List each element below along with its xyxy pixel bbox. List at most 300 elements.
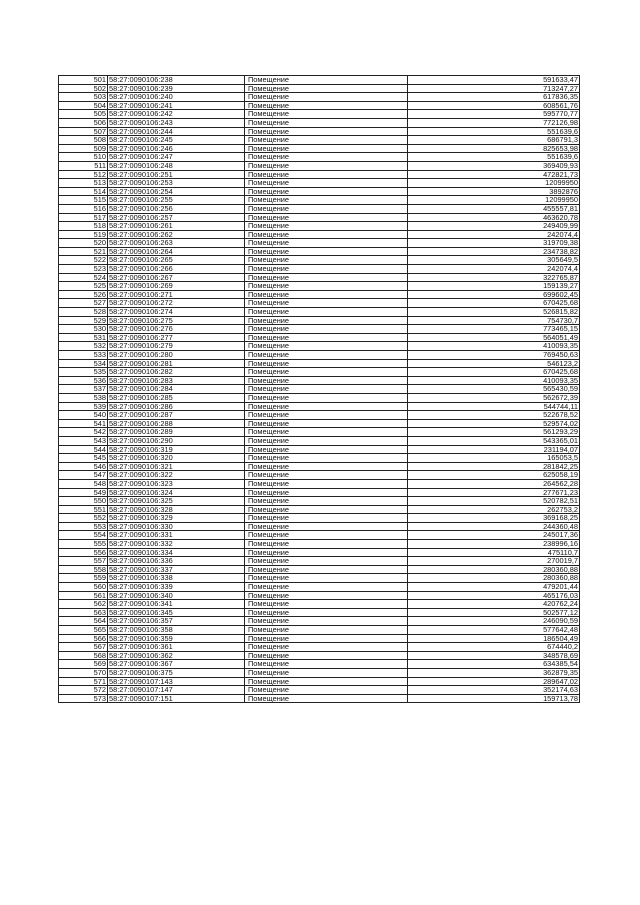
- table-row: [59, 557, 580, 566]
- cadastral-number: 58:27:0090106:271: [108, 290, 245, 299]
- cadastral-value: 270019,7: [408, 557, 580, 566]
- cadastral-number: 58:27:0090106:266: [108, 265, 245, 274]
- cadastral-value: 520782,51: [408, 497, 580, 506]
- table-row: [59, 333, 580, 342]
- cadastral-number: 58:27:0090106:358: [108, 626, 245, 635]
- table-row: [59, 230, 580, 239]
- object-type: Помещение: [245, 342, 408, 351]
- row-number: 502: [59, 84, 108, 93]
- document-page: [58, 75, 579, 703]
- row-number: 516: [59, 204, 108, 213]
- cadastral-value: 455557,81: [408, 204, 580, 213]
- cadastral-value: 772126,98: [408, 118, 580, 127]
- object-type: Помещение: [245, 514, 408, 523]
- cadastral-value: 551639,6: [408, 127, 580, 136]
- cadastral-value-table: [58, 75, 580, 703]
- cadastral-number: 58:27:0090107:147: [108, 686, 245, 695]
- row-number: 524: [59, 273, 108, 282]
- table-row: [59, 617, 580, 626]
- object-type: Помещение: [245, 471, 408, 480]
- cadastral-number: 58:27:0090106:330: [108, 522, 245, 531]
- cadastral-number: 58:27:0090106:240: [108, 93, 245, 102]
- table-row: [59, 325, 580, 334]
- table-row: [59, 626, 580, 635]
- row-number: 501: [59, 76, 108, 85]
- cadastral-number: 58:27:0090106:276: [108, 325, 245, 334]
- table-row: [59, 118, 580, 127]
- table-row: [59, 686, 580, 695]
- object-type: Помещение: [245, 76, 408, 85]
- table-row: [59, 187, 580, 196]
- cadastral-value: 186504,49: [408, 634, 580, 643]
- row-number: 538: [59, 393, 108, 402]
- table-row: [59, 308, 580, 317]
- row-number: 508: [59, 136, 108, 145]
- object-type: Помещение: [245, 239, 408, 248]
- table-row: [59, 479, 580, 488]
- row-number: 535: [59, 368, 108, 377]
- object-type: Помещение: [245, 368, 408, 377]
- table-row: [59, 144, 580, 153]
- row-number: 506: [59, 118, 108, 127]
- row-number: 573: [59, 694, 108, 703]
- row-number: 548: [59, 479, 108, 488]
- cadastral-number: 58:27:0090107:151: [108, 694, 245, 703]
- row-number: 555: [59, 540, 108, 549]
- row-number: 557: [59, 557, 108, 566]
- table-body: [59, 76, 580, 703]
- object-type: Помещение: [245, 282, 408, 291]
- table-row: [59, 668, 580, 677]
- object-type: Помещение: [245, 393, 408, 402]
- cadastral-number: 58:27:0090106:279: [108, 342, 245, 351]
- cadastral-number: 58:27:0090106:255: [108, 196, 245, 205]
- cadastral-value: 522678,52: [408, 411, 580, 420]
- row-number: 522: [59, 256, 108, 265]
- row-number: 568: [59, 651, 108, 660]
- cadastral-value: 561293,29: [408, 428, 580, 437]
- table-row: [59, 436, 580, 445]
- object-type: Помещение: [245, 583, 408, 592]
- row-number: 514: [59, 187, 108, 196]
- row-number: 533: [59, 351, 108, 360]
- object-type: Помещение: [245, 101, 408, 110]
- cadastral-number: 58:27:0090106:337: [108, 565, 245, 574]
- cadastral-value: 242074,4: [408, 265, 580, 274]
- table-row: [59, 488, 580, 497]
- row-number: 547: [59, 471, 108, 480]
- object-type: Помещение: [245, 376, 408, 385]
- table-row: [59, 342, 580, 351]
- object-type: Помещение: [245, 540, 408, 549]
- table-row: [59, 497, 580, 506]
- cadastral-number: 58:27:0090106:265: [108, 256, 245, 265]
- row-number: 517: [59, 213, 108, 222]
- row-number: 563: [59, 608, 108, 617]
- object-type: Помещение: [245, 617, 408, 626]
- cadastral-value: 369409,93: [408, 161, 580, 170]
- cadastral-value: 551639,6: [408, 153, 580, 162]
- cadastral-value: 159713,78: [408, 694, 580, 703]
- cadastral-value: 595770,77: [408, 110, 580, 119]
- object-type: Помещение: [245, 548, 408, 557]
- object-type: Помещение: [245, 626, 408, 635]
- object-type: Помещение: [245, 634, 408, 643]
- cadastral-number: 58:27:0090106:253: [108, 179, 245, 188]
- row-number: 542: [59, 428, 108, 437]
- table-row: [59, 247, 580, 256]
- cadastral-value: 564051,49: [408, 333, 580, 342]
- table-row: [59, 136, 580, 145]
- object-type: Помещение: [245, 479, 408, 488]
- cadastral-number: 58:27:0090106:247: [108, 153, 245, 162]
- object-type: Помещение: [245, 565, 408, 574]
- cadastral-value: 281842,25: [408, 462, 580, 471]
- object-type: Помещение: [245, 660, 408, 669]
- table-row: [59, 84, 580, 93]
- cadastral-number: 58:27:0090106:320: [108, 454, 245, 463]
- table-row: [59, 127, 580, 136]
- row-number: 532: [59, 342, 108, 351]
- cadastral-number: 58:27:0090106:322: [108, 471, 245, 480]
- table-row: [59, 548, 580, 557]
- row-number: 552: [59, 514, 108, 523]
- table-row: [59, 583, 580, 592]
- table-row: [59, 462, 580, 471]
- object-type: Помещение: [245, 161, 408, 170]
- row-number: 571: [59, 677, 108, 686]
- cadastral-value: 625058,19: [408, 471, 580, 480]
- table-row: [59, 428, 580, 437]
- cadastral-value: 369168,25: [408, 514, 580, 523]
- cadastral-number: 58:27:0090106:325: [108, 497, 245, 506]
- cadastral-number: 58:27:0090106:288: [108, 419, 245, 428]
- object-type: Помещение: [245, 127, 408, 136]
- cadastral-value: 591633,47: [408, 76, 580, 85]
- row-number: 519: [59, 230, 108, 239]
- cadastral-value: 543365,01: [408, 436, 580, 445]
- row-number: 505: [59, 110, 108, 119]
- row-number: 545: [59, 454, 108, 463]
- table-row: [59, 359, 580, 368]
- cadastral-number: 58:27:0090106:336: [108, 557, 245, 566]
- object-type: Помещение: [245, 359, 408, 368]
- object-type: Помещение: [245, 316, 408, 325]
- object-type: Помещение: [245, 351, 408, 360]
- cadastral-number: 58:27:0090106:331: [108, 531, 245, 540]
- table-row: [59, 402, 580, 411]
- cadastral-number: 58:27:0090106:319: [108, 445, 245, 454]
- cadastral-value: 264562,28: [408, 479, 580, 488]
- cadastral-value: 238996,16: [408, 540, 580, 549]
- row-number: 518: [59, 222, 108, 231]
- object-type: Помещение: [245, 557, 408, 566]
- row-number: 539: [59, 402, 108, 411]
- table-row: [59, 565, 580, 574]
- row-number: 549: [59, 488, 108, 497]
- cadastral-value: 617836,35: [408, 93, 580, 102]
- cadastral-number: 58:27:0090106:283: [108, 376, 245, 385]
- object-type: Помещение: [245, 454, 408, 463]
- cadastral-value: 352174,63: [408, 686, 580, 695]
- table-row: [59, 273, 580, 282]
- cadastral-value: 546123,2: [408, 359, 580, 368]
- table-row: [59, 677, 580, 686]
- cadastral-value: 465176,03: [408, 591, 580, 600]
- object-type: Помещение: [245, 497, 408, 506]
- object-type: Помещение: [245, 308, 408, 317]
- cadastral-value: 713247,27: [408, 84, 580, 93]
- cadastral-value: 562672,39: [408, 393, 580, 402]
- row-number: 543: [59, 436, 108, 445]
- object-type: Помещение: [245, 428, 408, 437]
- table-row: [59, 522, 580, 531]
- cadastral-number: 58:27:0090106:256: [108, 204, 245, 213]
- object-type: Помещение: [245, 531, 408, 540]
- cadastral-value: 289647,02: [408, 677, 580, 686]
- object-type: Помещение: [245, 574, 408, 583]
- cadastral-number: 58:27:0090106:267: [108, 273, 245, 282]
- row-number: 566: [59, 634, 108, 643]
- table-row: [59, 514, 580, 523]
- object-type: Помещение: [245, 187, 408, 196]
- table-row: [59, 393, 580, 402]
- cadastral-number: 58:27:0090106:254: [108, 187, 245, 196]
- row-number: 541: [59, 419, 108, 428]
- row-number: 544: [59, 445, 108, 454]
- object-type: Помещение: [245, 333, 408, 342]
- cadastral-number: 58:27:0090106:275: [108, 316, 245, 325]
- table-row: [59, 651, 580, 660]
- object-type: Помещение: [245, 153, 408, 162]
- cadastral-number: 58:27:0090106:248: [108, 161, 245, 170]
- object-type: Помещение: [245, 299, 408, 308]
- row-number: 509: [59, 144, 108, 153]
- object-type: Помещение: [245, 419, 408, 428]
- cadastral-value: 234738,82: [408, 247, 580, 256]
- cadastral-number: 58:27:0090107:143: [108, 677, 245, 686]
- table-row: [59, 574, 580, 583]
- row-number: 551: [59, 505, 108, 514]
- row-number: 554: [59, 531, 108, 540]
- object-type: Помещение: [245, 591, 408, 600]
- table-row: [59, 256, 580, 265]
- cadastral-number: 58:27:0090106:239: [108, 84, 245, 93]
- object-type: Помещение: [245, 462, 408, 471]
- row-number: 510: [59, 153, 108, 162]
- cadastral-number: 58:27:0090106:251: [108, 170, 245, 179]
- cadastral-number: 58:27:0090106:286: [108, 402, 245, 411]
- cadastral-number: 58:27:0090106:281: [108, 359, 245, 368]
- cadastral-value: 249409,99: [408, 222, 580, 231]
- object-type: Помещение: [245, 265, 408, 274]
- cadastral-number: 58:27:0090106:340: [108, 591, 245, 600]
- table-row: [59, 153, 580, 162]
- table-row: [59, 282, 580, 291]
- cadastral-number: 58:27:0090106:341: [108, 600, 245, 609]
- cadastral-number: 58:27:0090106:242: [108, 110, 245, 119]
- table-row: [59, 265, 580, 274]
- cadastral-value: 319709,38: [408, 239, 580, 248]
- row-number: 513: [59, 179, 108, 188]
- cadastral-value: 608561,76: [408, 101, 580, 110]
- cadastral-value: 3892876: [408, 187, 580, 196]
- object-type: Помещение: [245, 290, 408, 299]
- cadastral-value: 670425,68: [408, 368, 580, 377]
- table-row: [59, 540, 580, 549]
- cadastral-value: 165053,5: [408, 454, 580, 463]
- cadastral-number: 58:27:0090106:274: [108, 308, 245, 317]
- cadastral-value: 410093,35: [408, 376, 580, 385]
- cadastral-value: 305649,5: [408, 256, 580, 265]
- cadastral-value: 773465,15: [408, 325, 580, 334]
- cadastral-value: 322765,87: [408, 273, 580, 282]
- table-row: [59, 608, 580, 617]
- row-number: 534: [59, 359, 108, 368]
- table-row: [59, 239, 580, 248]
- object-type: Помещение: [245, 179, 408, 188]
- cadastral-number: 58:27:0090106:359: [108, 634, 245, 643]
- cadastral-number: 58:27:0090106:357: [108, 617, 245, 626]
- cadastral-value: 348578,69: [408, 651, 580, 660]
- object-type: Помещение: [245, 651, 408, 660]
- cadastral-value: 280360,88: [408, 565, 580, 574]
- row-number: 523: [59, 265, 108, 274]
- object-type: Помещение: [245, 445, 408, 454]
- cadastral-value: 475110,7: [408, 548, 580, 557]
- object-type: Помещение: [245, 230, 408, 239]
- object-type: Помещение: [245, 196, 408, 205]
- cadastral-value: 529574,02: [408, 419, 580, 428]
- row-number: 558: [59, 565, 108, 574]
- row-number: 528: [59, 308, 108, 317]
- object-type: Помещение: [245, 144, 408, 153]
- cadastral-number: 58:27:0090106:246: [108, 144, 245, 153]
- table-row: [59, 76, 580, 85]
- table-row: [59, 385, 580, 394]
- cadastral-value: 277671,23: [408, 488, 580, 497]
- object-type: Помещение: [245, 505, 408, 514]
- object-type: Помещение: [245, 170, 408, 179]
- object-type: Помещение: [245, 385, 408, 394]
- table-row: [59, 419, 580, 428]
- cadastral-number: 58:27:0090106:277: [108, 333, 245, 342]
- table-row: [59, 591, 580, 600]
- cadastral-value: 674440,2: [408, 643, 580, 652]
- cadastral-value: 12099950: [408, 196, 580, 205]
- cadastral-value: 634385,54: [408, 660, 580, 669]
- table-row: [59, 93, 580, 102]
- table-row: [59, 101, 580, 110]
- cadastral-number: 58:27:0090106:284: [108, 385, 245, 394]
- object-type: Помещение: [245, 686, 408, 695]
- row-number: 540: [59, 411, 108, 420]
- cadastral-value: 159139,27: [408, 282, 580, 291]
- table-row: [59, 600, 580, 609]
- cadastral-value: 686791,3: [408, 136, 580, 145]
- cadastral-number: 58:27:0090106:324: [108, 488, 245, 497]
- cadastral-value: 699602,45: [408, 290, 580, 299]
- object-type: Помещение: [245, 213, 408, 222]
- cadastral-value: 825653,98: [408, 144, 580, 153]
- row-number: 562: [59, 600, 108, 609]
- row-number: 564: [59, 617, 108, 626]
- row-number: 525: [59, 282, 108, 291]
- cadastral-value: 479201,44: [408, 583, 580, 592]
- row-number: 529: [59, 316, 108, 325]
- cadastral-value: 463620,78: [408, 213, 580, 222]
- object-type: Помещение: [245, 256, 408, 265]
- table-row: [59, 660, 580, 669]
- row-number: 511: [59, 161, 108, 170]
- row-number: 550: [59, 497, 108, 506]
- object-type: Помещение: [245, 411, 408, 420]
- row-number: 515: [59, 196, 108, 205]
- cadastral-value: 410093,35: [408, 342, 580, 351]
- row-number: 537: [59, 385, 108, 394]
- cadastral-value: 502577,12: [408, 608, 580, 617]
- cadastral-number: 58:27:0090106:289: [108, 428, 245, 437]
- object-type: Помещение: [245, 247, 408, 256]
- cadastral-number: 58:27:0090106:272: [108, 299, 245, 308]
- object-type: Помещение: [245, 204, 408, 213]
- cadastral-number: 58:27:0090106:362: [108, 651, 245, 660]
- row-number: 553: [59, 522, 108, 531]
- row-number: 520: [59, 239, 108, 248]
- row-number: 526: [59, 290, 108, 299]
- row-number: 536: [59, 376, 108, 385]
- cadastral-number: 58:27:0090106:328: [108, 505, 245, 514]
- cadastral-number: 58:27:0090106:241: [108, 101, 245, 110]
- cadastral-number: 58:27:0090106:263: [108, 239, 245, 248]
- cadastral-number: 58:27:0090106:290: [108, 436, 245, 445]
- row-number: 503: [59, 93, 108, 102]
- cadastral-number: 58:27:0090106:338: [108, 574, 245, 583]
- object-type: Помещение: [245, 136, 408, 145]
- object-type: Помещение: [245, 677, 408, 686]
- table-row: [59, 471, 580, 480]
- row-number: 527: [59, 299, 108, 308]
- row-number: 531: [59, 333, 108, 342]
- object-type: Помещение: [245, 222, 408, 231]
- cadastral-number: 58:27:0090106:334: [108, 548, 245, 557]
- cadastral-number: 58:27:0090106:332: [108, 540, 245, 549]
- cadastral-number: 58:27:0090106:238: [108, 76, 245, 85]
- row-number: 556: [59, 548, 108, 557]
- table-row: [59, 454, 580, 463]
- cadastral-value: 577642,48: [408, 626, 580, 635]
- cadastral-number: 58:27:0090106:264: [108, 247, 245, 256]
- cadastral-value: 244360,48: [408, 522, 580, 531]
- cadastral-number: 58:27:0090106:287: [108, 411, 245, 420]
- table-row: [59, 161, 580, 170]
- row-number: 507: [59, 127, 108, 136]
- row-number: 561: [59, 591, 108, 600]
- cadastral-number: 58:27:0090106:243: [108, 118, 245, 127]
- object-type: Помещение: [245, 93, 408, 102]
- table-row: [59, 204, 580, 213]
- cadastral-value: 12099950: [408, 179, 580, 188]
- table-row: [59, 196, 580, 205]
- cadastral-number: 58:27:0090106:269: [108, 282, 245, 291]
- table-row: [59, 643, 580, 652]
- cadastral-value: 362879,35: [408, 668, 580, 677]
- cadastral-value: 245017,36: [408, 531, 580, 540]
- row-number: 546: [59, 462, 108, 471]
- cadastral-value: 280360,88: [408, 574, 580, 583]
- cadastral-number: 58:27:0090106:361: [108, 643, 245, 652]
- table-row: [59, 179, 580, 188]
